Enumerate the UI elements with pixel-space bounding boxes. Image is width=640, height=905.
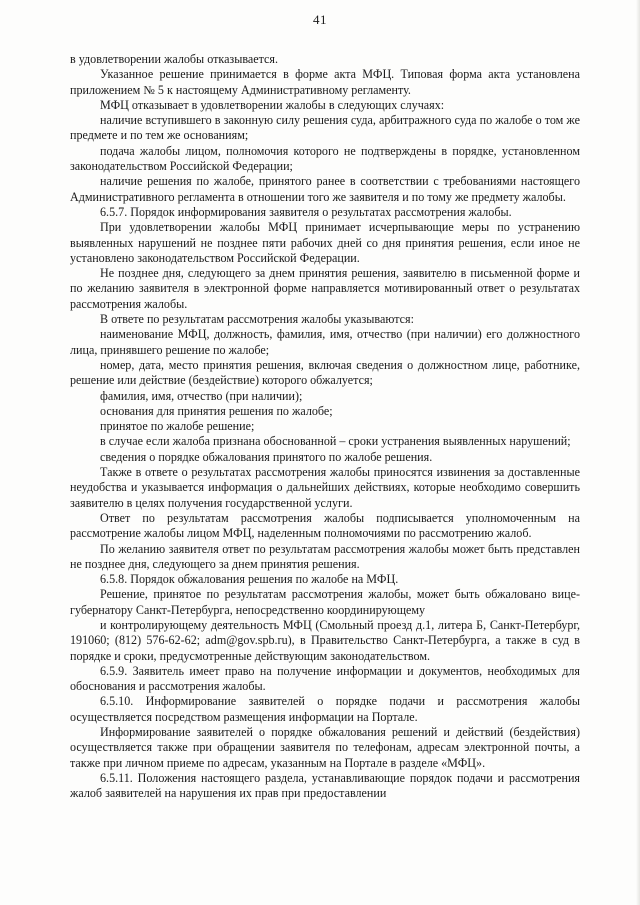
paragraph: Не позднее дня, следующего за днем принятия решения, заявителю в письменной форме и по желанию заявителя в электронной форме направляется мотивированный ответ о результатах рассмотрения жалобы. <box>70 266 580 311</box>
paragraph: подача жалобы лицом, полномочия которого не подтверждены в порядке, установленном законодательством Российской Федерации; <box>70 143 580 174</box>
paragraph: Ответ по результатам рассмотрения жалобы подписывается уполномоченным на рассмотрение жалобы лицом МФЦ, наделенным полномочиями по рассмотрению жалоб. <box>70 510 580 541</box>
paragraph: При удовлетворении жалобы МФЦ принимает исчерпывающие меры по устранению выявленных нарушений не позднее пяти рабочих дней со дня принятия решения, если иное не установлено законодательством Российской Федерации. <box>70 220 580 265</box>
paragraph: номер, дата, место принятия решения, включая сведения о должностном лице, работнике, решение или действие (бездействие) которого обжалуется; <box>70 357 580 388</box>
page-number: 41 <box>313 12 327 27</box>
paragraph: Решение, принятое по результатам рассмотрения жалобы, может быть обжаловано вице-губернатору Санкт-Петербурга, непосредственно координирующему <box>70 587 580 617</box>
section-6-5-11: 6.5.11. Положения настоящего раздела, устанавливающие порядок подачи и рассмотрения жалоб заявителей на нарушения их прав при предоставлении <box>70 770 580 801</box>
paragraph: наличие вступившего в законную силу решения суда, арбитражного суда по жалобе о том же предмете и по тем же основаниям; <box>70 113 580 143</box>
paragraph: в удовлетворении жалобы отказывается. <box>70 52 279 66</box>
paragraph: наименование МФЦ, должность, фамилия, имя, отчество (при наличии) его должностного лица, принявшего решение по жалобе; <box>70 327 580 357</box>
paragraph: Информирование заявителей о порядке обжалования решений и действий (бездействия) осуществляется также при обращении заявителя по телефонам, адресам электронной почты, а также при личном приеме по адресам, указанным на Портале в разделе «МФЦ». <box>70 725 580 770</box>
paragraph: наличие решения по жалобе, принятого ранее в соответствии с требованиями настоящего Административного регламента в отношении того же заявителя и по тому же предмету жалобы. <box>70 174 580 204</box>
section-6-5-9: 6.5.9. Заявитель имеет право на получение информации и документов, необходимых для обоснования и рассмотрения жалобы. <box>70 663 580 694</box>
paragraph: Также в ответе о результатах рассмотрения жалобы приносятся извинения за доставленные неудобства и указывается информация о дальнейших действиях, которые необходимо совершить заявителю в целях получения государственной услуги. <box>70 465 580 510</box>
paragraph: и контролирующему деятельность МФЦ (Смольный проезд д.1, литера Б, Санкт-Петербург, 191060; (812) 576-62-62; adm@gov.spb.ru), в Правительство Санкт-Петербурга, а также в суд в порядке и сроки, предусмотренные действующим законодательством. <box>70 617 580 663</box>
paragraph: По желанию заявителя ответ по результатам рассмотрения жалобы может быть представлен не позднее дня, следующего за днем принятия решения. <box>70 541 580 571</box>
paragraph: фамилия, имя, отчество (при наличии); <box>100 388 303 403</box>
paragraph: основания для принятия решения по жалобе; <box>100 403 333 418</box>
section-heading-6-5-7: 6.5.7. Порядок информирования заявителя о результатах рассмотрения жалобы. <box>100 204 512 219</box>
paragraph: В ответе по результатам рассмотрения жалобы указываются: <box>100 312 414 327</box>
scan-edge-shadow <box>636 0 640 905</box>
document-body <box>70 52 580 802</box>
paragraph: сведения о порядке обжалования принятого по жалобе решения. <box>100 449 433 464</box>
section-heading-6-5-8: 6.5.8. Порядок обжалования решения по жалобе на МФЦ. <box>100 572 399 587</box>
paragraph: Указанное решение принимается в форме акта МФЦ. Типовая форма акта установлена приложением № 5 к настоящему Административному регламенту. <box>70 67 580 97</box>
paragraph: принятое по жалобе решение; <box>100 419 255 434</box>
section-6-5-10: 6.5.10. Информирование заявителей о порядке подачи и рассмотрения жалобы осуществляется посредством размещения информации на Портале. <box>70 694 580 724</box>
paragraph: в случае если жалоба признана обоснованной – сроки устранения выявленных нарушений; <box>100 434 571 449</box>
paragraph: МФЦ отказывает в удовлетворении жалобы в следующих случаях: <box>100 97 445 112</box>
